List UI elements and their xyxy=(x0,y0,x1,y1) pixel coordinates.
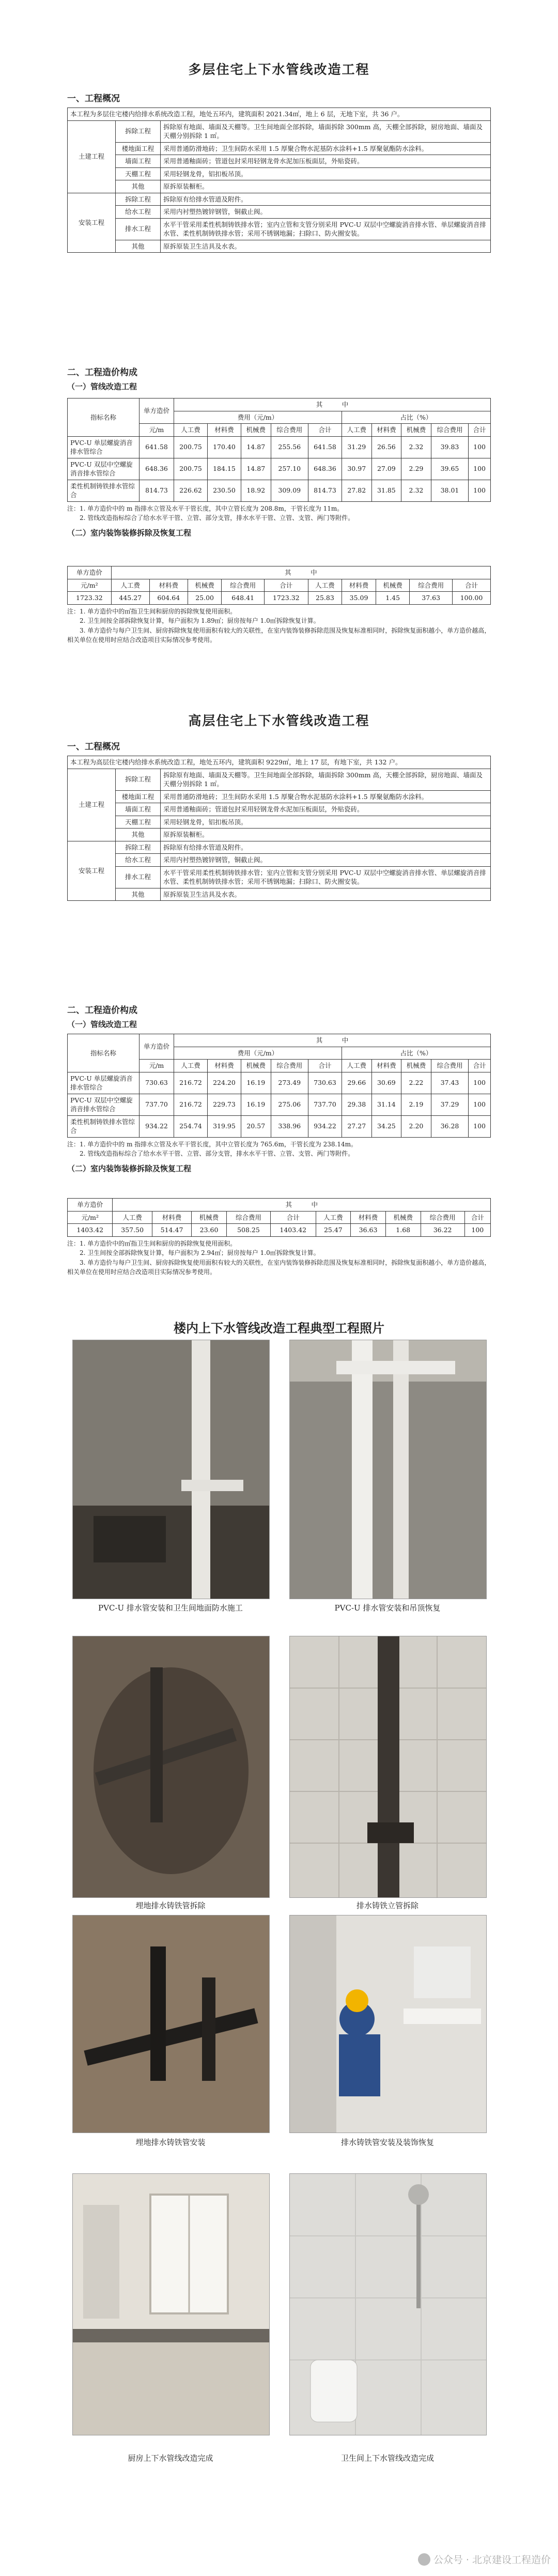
room-head-col: 综合费用 xyxy=(222,579,264,592)
pipe-head-unit-sub: 元/m xyxy=(140,424,174,437)
photo-caption: 厨房上下水管线改造完成 xyxy=(128,2454,213,2463)
photo-caption: PVC-U 排水管安装和吊顶恢复 xyxy=(334,1603,441,1613)
pipe-head-col: 材料费 xyxy=(207,1060,241,1072)
watermark-text: 公众号 · 北京建设工程造价 xyxy=(433,2554,551,2566)
table-cell: 257.10 xyxy=(271,458,308,480)
pipe-head-col: 机械费 xyxy=(401,424,431,437)
pipe-head-col: 人工费 xyxy=(174,424,208,437)
table-cell: 648.41 xyxy=(222,592,264,605)
doc2-room-subheading: （二）室内装饰装修拆除及恢复工程 xyxy=(67,1163,192,1173)
table-cell: 1403.42 xyxy=(68,1224,113,1237)
doc2-row-value: 采用普通釉面砖；管道包封采用轻钢龙骨水泥加压板面层，外贴瓷砖。 xyxy=(161,803,491,816)
room-head-unit: 单方造价 xyxy=(68,566,112,579)
doc2-row-key: 给水工程 xyxy=(116,854,161,867)
doc1-pipe-note: 2. 管线改造指标综合了给水水平干管、立管、部分支管，排水水平干管、立管、支管、两门等附件。 xyxy=(67,514,354,522)
table-cell: 648.36 xyxy=(140,458,174,480)
pipe-head-col: 综合费用 xyxy=(271,1060,308,1072)
table-cell: 737.70 xyxy=(308,1094,342,1115)
doc1-row-key: 拆除工程 xyxy=(116,120,161,142)
table-row xyxy=(68,436,491,458)
room-head-col: 机械费 xyxy=(188,579,222,592)
photo-caption: 卫生间上下水管线改造完成 xyxy=(340,2454,434,2463)
doc1-room-subheading: （二）室内装饰装修拆除及恢复工程 xyxy=(67,528,192,538)
room-head-col: 机械费 xyxy=(192,1211,227,1224)
table-cell: 30.97 xyxy=(342,458,371,480)
doc2-row-key: 拆除工程 xyxy=(116,841,161,854)
pipe-head-col: 材料费 xyxy=(371,424,401,437)
room-head-col: 合计 xyxy=(271,1211,316,1224)
table-cell: 100 xyxy=(464,1224,490,1237)
table-cell: 275.06 xyxy=(271,1094,308,1115)
table-cell: 200.75 xyxy=(174,436,208,458)
doc2-row-key: 天棚工程 xyxy=(116,816,161,829)
table-cell: 14.87 xyxy=(241,458,271,480)
photos-title: 楼内上下水管线改造工程典型工程照片 xyxy=(174,1321,384,1336)
doc1-row-key: 楼地面工程 xyxy=(116,142,161,155)
pipe-head-col: 人工费 xyxy=(342,1060,371,1072)
room-head-col: 合计 xyxy=(464,1211,490,1224)
doc2-pipe-rows xyxy=(68,1072,491,1137)
table-cell: 641.58 xyxy=(308,436,342,458)
pipe-head-col: 材料费 xyxy=(207,424,241,437)
doc1-row-key: 排水工程 xyxy=(116,218,161,240)
table-cell: 255.56 xyxy=(271,436,308,458)
photo-kitchen-complete xyxy=(72,2173,270,2435)
pipe-head-col: 综合费用 xyxy=(431,1060,468,1072)
table-cell: 36.63 xyxy=(351,1224,386,1237)
table-cell: 2.32 xyxy=(401,436,431,458)
doc1-overview-table xyxy=(67,108,491,253)
doc2-row-key: 其他 xyxy=(116,888,161,901)
pipe-head-name: 指标名称 xyxy=(68,398,140,437)
pipe-head-col: 人工费 xyxy=(174,1060,208,1072)
table-cell: 30.69 xyxy=(371,1072,401,1094)
doc2-room-note: 2. 卫生间按全部拆除恢复计算，每户面积为 2.94㎡；厨房按每户 1.0㎡拆除恢复计算。 xyxy=(67,1249,320,1257)
table-cell: 184.15 xyxy=(207,458,241,480)
photo-castiron-install-decor xyxy=(289,1915,487,2133)
table-cell: 25.47 xyxy=(316,1224,351,1237)
table-cell: 508.25 xyxy=(226,1224,270,1237)
pipe-head-col: 合计 xyxy=(308,1060,342,1072)
table-row xyxy=(68,458,491,480)
table-cell: 273.49 xyxy=(271,1072,308,1094)
room-head-col: 人工费 xyxy=(111,579,149,592)
room-head-col: 材料费 xyxy=(342,579,376,592)
doc2-row-key: 墙面工程 xyxy=(116,803,161,816)
room-head-col: 综合费用 xyxy=(410,579,452,592)
doc2-row-value: 原拆原装橱柜。 xyxy=(161,829,491,841)
doc1-pipe-table xyxy=(67,398,491,538)
table-cell: 27.27 xyxy=(342,1115,371,1137)
table-cell: 16.19 xyxy=(241,1094,271,1115)
pipe-head-col: 综合费用 xyxy=(431,424,468,437)
pipe-head-zhong: 其 中 xyxy=(174,1034,491,1047)
doc2-row-key: 排水工程 xyxy=(116,866,161,888)
doc2-pipe-subheading: （一）管线改造工程 xyxy=(67,1020,137,1029)
photo-caption: 排水铸铁管安装及装饰恢复 xyxy=(340,2138,434,2147)
table-cell: 1.45 xyxy=(376,592,410,605)
photo-castiron-removal xyxy=(72,1636,270,1898)
doc1-row-value: 采用轻钢龙骨，铝扣板吊顶。 xyxy=(161,167,491,180)
photo-castiron-install xyxy=(72,1915,270,2133)
pipe-head-col: 机械费 xyxy=(241,424,271,437)
pipe-head-col: 机械费 xyxy=(401,1060,431,1072)
doc1-pipe-subheading: （一）管线改造工程 xyxy=(67,382,137,391)
room-head-col: 材料费 xyxy=(149,579,188,592)
doc2-intro: 本工程为高层住宅楼内给排水系统改造工程，地处五环内，建筑面积 9229㎡，地上 17 层，有地下室，共 132 户。 xyxy=(68,756,491,769)
table-cell: 100.00 xyxy=(452,592,490,605)
doc1-room-row xyxy=(68,592,491,605)
room-head-unit-sub: 元/m² xyxy=(68,1211,113,1224)
doc1-intro: 本工程为多层住宅楼内给排水系统改造工程，地处五环内，建筑面积 2021.34㎡，地上 6 层，无地下室，共 36 户。 xyxy=(68,108,491,121)
table-cell: 18.92 xyxy=(241,480,271,501)
doc2-civil-label: 土建工程 xyxy=(68,769,116,841)
table-cell: 445.27 xyxy=(111,592,149,605)
doc1-room-note: 3. 单方造价与每户卫生间、厨房拆除恢复使用面积有较大的关联性，在室内装饰装修拆除范围及恢复标准相同时，拆除恢复面积越小，单方造价越高，相关单位在使用时应结合改造项目实际情况参考使用。 xyxy=(67,626,491,644)
doc1-row-value: 采用普通防滑地砖；卫生间防水采用 1.5 厚聚合物水泥基防水涂料+1.5 厚聚氨酯防水涂料。 xyxy=(161,142,491,155)
room-head-col: 机械费 xyxy=(385,1211,421,1224)
row-name: PVC-U 双层中空螺旋消音排水管综合 xyxy=(68,458,140,480)
doc1-overview-heading xyxy=(67,91,491,104)
table-cell: 2.29 xyxy=(401,458,431,480)
doc2-title-block xyxy=(67,711,491,729)
doc1-row-value: 采用内衬塑热镀锌钢管，铜截止阀。 xyxy=(161,206,491,219)
doc1-row-value: 水平干管采用柔性机制铸铁排水管；室内立管和支管分别采用 PVC-U 双层中空螺旋消音排水管、单层螺旋消音排水管、柔性机制铸铁排水管；采用不锈钢地漏；扫除口、防火圈安装。 xyxy=(161,218,491,240)
table-cell: 14.87 xyxy=(241,436,271,458)
table-cell: 35.09 xyxy=(342,592,376,605)
doc1-row-value: 拆除原有给排水管道及附件。 xyxy=(161,193,491,206)
photo-pvc-ceiling-restore xyxy=(289,1340,487,1599)
table-cell: 100 xyxy=(469,480,491,501)
doc1-row-key: 其他 xyxy=(116,180,161,193)
table-cell: 2.20 xyxy=(401,1115,431,1137)
doc1-row-value: 采用普通釉面砖；管道包封采用轻钢龙骨水泥加压板面层，外贴瓷砖。 xyxy=(161,155,491,168)
doc1-room-note: 2. 卫生间按全部拆除恢复计算，每户面积为 1.89㎡；厨房按每户 1.0㎡拆除恢复计算。 xyxy=(67,617,320,625)
table-cell: 737.70 xyxy=(140,1094,174,1115)
table-cell: 100 xyxy=(469,436,491,458)
table-cell: 216.72 xyxy=(174,1094,208,1115)
doc1-title-block xyxy=(67,59,491,78)
room-head-col: 机械费 xyxy=(376,579,410,592)
row-name: 柔性机制铸铁排水管综合 xyxy=(68,1115,140,1137)
table-cell: 39.83 xyxy=(431,436,468,458)
doc1-room-table xyxy=(67,566,491,645)
table-cell: 25.00 xyxy=(188,592,222,605)
doc2-overview-heading-text: 一、工程概况 xyxy=(67,742,120,752)
table-row xyxy=(68,480,491,501)
pipe-head-col: 材料费 xyxy=(371,1060,401,1072)
doc2-room-note: 3. 单方造价与每户卫生间、厨房拆除恢复使用面积有较大的关联性，在室内装饰装修拆除范围及恢复标准相同时，拆除恢复面积越小，单方造价越高，相关单位在使用时应结合改造项目实际情况参考使用。 xyxy=(67,1259,491,1276)
table-cell: 230.50 xyxy=(207,480,241,501)
room-head-unit-sub: 元/m² xyxy=(68,579,112,592)
photo-bathroom-complete xyxy=(289,2173,487,2435)
table-cell: 36.28 xyxy=(431,1115,468,1137)
room-head-col: 综合费用 xyxy=(226,1211,270,1224)
photo-caption: 埋地排水铸铁管拆除 xyxy=(135,1901,206,1910)
pipe-head-col: 人工费 xyxy=(342,424,371,437)
photo-caption: 埋地排水铸铁管安装 xyxy=(135,2138,206,2147)
table-cell: 31.29 xyxy=(342,436,371,458)
doc1-cost-heading-text: 二、工程造价构成 xyxy=(67,367,137,378)
doc2-room-note: 注：1. 单方造价中的㎡指卫生间和厨房的拆除恢复使用面积。 xyxy=(67,1239,237,1247)
doc2-pipe-note: 2. 管线改造指标综合了给水水平干管、立管、部分支管，排水水平干管、立管、支管、两门等附件。 xyxy=(67,1150,354,1158)
pipe-head-col: 机械费 xyxy=(241,1060,271,1072)
pipe-head-zhong: 其 中 xyxy=(174,398,491,411)
photo-caption: 排水铸铁立管拆除 xyxy=(356,1901,419,1910)
doc1-install-label: 安装工程 xyxy=(68,193,116,253)
doc2-row-value: 采用内衬塑热镀锌钢管，铜截止阀。 xyxy=(161,854,491,867)
table-cell: 20.57 xyxy=(241,1115,271,1137)
doc2-title: 高层住宅上下水管线改造工程 xyxy=(188,713,370,728)
photo-caption: PVC-U 排水管安装和卫生间地面防水施工 xyxy=(98,1603,243,1613)
doc1-title: 多层住宅上下水管线改造工程 xyxy=(188,62,370,77)
table-cell: 25.83 xyxy=(308,592,342,605)
pipe-head-fee: 费用（元/m） xyxy=(174,411,342,424)
table-cell: 37.29 xyxy=(431,1094,468,1115)
table-cell: 27.82 xyxy=(342,480,371,501)
wechat-icon xyxy=(418,2553,430,2566)
table-cell: 934.22 xyxy=(140,1115,174,1137)
row-name: PVC-U 双层中空螺旋消音排水管综合 xyxy=(68,1094,140,1115)
pipe-head-fee: 费用（元/m） xyxy=(174,1047,342,1060)
table-cell: 814.73 xyxy=(308,480,342,501)
doc2-row-value: 采用轻钢龙骨，铝扣板吊顶。 xyxy=(161,816,491,829)
doc2-row-key: 楼地面工程 xyxy=(116,790,161,803)
doc2-room-table xyxy=(67,1198,491,1277)
table-cell: 730.63 xyxy=(140,1072,174,1094)
table-cell: 100 xyxy=(469,1094,491,1115)
table-cell: 2.32 xyxy=(401,480,431,501)
doc1-row-value: 原拆原装橱柜。 xyxy=(161,180,491,193)
room-head-zhong: 其 中 xyxy=(113,1199,491,1212)
table-cell: 1723.32 xyxy=(264,592,308,605)
table-cell: 38.01 xyxy=(431,480,468,501)
table-row xyxy=(68,1072,491,1094)
table-cell: 2.19 xyxy=(401,1094,431,1115)
table-cell: 100 xyxy=(469,1115,491,1137)
doc2-install-label: 安装工程 xyxy=(68,841,116,901)
pipe-head-unit-sub: 元/m xyxy=(140,1060,174,1072)
doc1-overview-heading-text: 一、工程概况 xyxy=(67,94,120,104)
room-head-col: 合计 xyxy=(452,579,490,592)
doc1-row-key: 给水工程 xyxy=(116,206,161,219)
room-head-col: 合计 xyxy=(264,579,308,592)
doc2-overview-heading xyxy=(67,739,491,752)
photo-castiron-riser-removal xyxy=(289,1636,487,1898)
table-cell: 37.43 xyxy=(431,1072,468,1094)
table-cell: 26.56 xyxy=(371,436,401,458)
table-cell: 31.14 xyxy=(371,1094,401,1115)
doc1-row-key: 墙面工程 xyxy=(116,155,161,168)
row-name: PVC-U 单层螺旋消音排水管综合 xyxy=(68,1072,140,1094)
doc1-row-value: 原拆原装卫生洁具及水表。 xyxy=(161,240,491,253)
photos-title-block xyxy=(67,1318,491,1336)
pipe-head-pct: 占比（%） xyxy=(342,1047,490,1060)
doc2-cost-heading xyxy=(67,1003,491,1030)
photo-bathroom-pvc-install xyxy=(72,1340,270,1599)
table-cell: 1403.42 xyxy=(271,1224,316,1237)
table-cell: 2.22 xyxy=(401,1072,431,1094)
doc1-cost-heading xyxy=(67,365,491,392)
table-cell: 226.62 xyxy=(174,480,208,501)
table-cell: 29.38 xyxy=(342,1094,371,1115)
doc1-row-value: 拆除原有地面、墙面及天棚等。卫生间地面全部拆除，墙面拆除 300mm 高，天棚全部拆除，厨房地面、墙面及天棚分别拆除 1 ㎡。 xyxy=(161,120,491,142)
table-cell: 34.25 xyxy=(371,1115,401,1137)
doc2-row-value: 采用普通防滑地砖；卫生间防水采用 1.5 厚聚合物水泥基防水涂料+1.5 厚聚氨酯防水涂料。 xyxy=(161,790,491,803)
doc2-row-key: 其他 xyxy=(116,829,161,841)
table-cell: 648.36 xyxy=(308,458,342,480)
table-cell: 170.40 xyxy=(207,436,241,458)
table-cell: 357.50 xyxy=(113,1224,152,1237)
watermark xyxy=(418,2552,551,2566)
doc1-pipe-rows xyxy=(68,436,491,501)
doc2-room-row xyxy=(68,1224,491,1237)
pipe-head-col: 综合费用 xyxy=(271,424,308,437)
table-cell: 514.47 xyxy=(152,1224,191,1237)
table-cell: 29.66 xyxy=(342,1072,371,1094)
table-cell: 37.63 xyxy=(410,592,452,605)
table-cell: 16.19 xyxy=(241,1072,271,1094)
table-cell: 36.22 xyxy=(421,1224,464,1237)
table-cell: 641.58 xyxy=(140,436,174,458)
doc2-row-value: 拆除原有给排水管道及附件。 xyxy=(161,841,491,854)
pipe-head-col: 合计 xyxy=(469,424,491,437)
table-cell: 100 xyxy=(469,1072,491,1094)
room-head-col: 材料费 xyxy=(351,1211,386,1224)
doc2-pipe-table xyxy=(67,1034,491,1174)
room-head-unit: 单方造价 xyxy=(68,1199,113,1212)
doc1-row-key: 其他 xyxy=(116,240,161,253)
doc2-row-value: 水平干管采用柔性机制铸铁排水管；室内立管和支管分别采用 PVC-U 双层中空螺旋消音排水管、单层螺旋消音排水管、柔性机制铸铁排水管；采用不锈钢地漏；扫除口、防火圈安装。 xyxy=(161,866,491,888)
room-head-col: 材料费 xyxy=(152,1211,191,1224)
row-name: 柔性机制铸铁排水管综合 xyxy=(68,480,140,501)
table-cell: 216.72 xyxy=(174,1072,208,1094)
doc1-civil-label: 土建工程 xyxy=(68,120,116,193)
doc1-pipe-note: 注：1. 单方造价中的 m 指排水立管及水平干管长度，其中立管长度为 208.8m，干管长度为 11m。 xyxy=(67,504,344,512)
doc2-pipe-note: 注：1. 单方造价中的 m 指排水立管及水平干管长度，其中立管长度为 765.6m，干管长度为 238.14m。 xyxy=(67,1140,358,1148)
pipe-head-pct: 占比（%） xyxy=(342,411,490,424)
room-head-zhong: 其 中 xyxy=(111,566,490,579)
doc2-cost-heading-text: 二、工程造价构成 xyxy=(67,1005,137,1016)
pipe-head-unit: 单方造价 xyxy=(140,1034,174,1060)
table-cell: 604.64 xyxy=(149,592,188,605)
table-row xyxy=(68,1115,491,1137)
table-cell: 309.09 xyxy=(271,480,308,501)
table-cell: 23.60 xyxy=(192,1224,227,1237)
table-cell: 338.96 xyxy=(271,1115,308,1137)
table-cell: 1723.32 xyxy=(68,592,112,605)
room-head-col: 人工费 xyxy=(316,1211,351,1224)
doc2-overview-table xyxy=(67,756,491,901)
room-head-col: 综合费用 xyxy=(421,1211,464,1224)
doc1-row-key: 拆除工程 xyxy=(116,193,161,206)
table-cell: 224.20 xyxy=(207,1072,241,1094)
pipe-head-col: 合计 xyxy=(469,1060,491,1072)
pipe-head-unit: 单方造价 xyxy=(140,398,174,424)
table-cell: 31.85 xyxy=(371,480,401,501)
pipe-head-col: 合计 xyxy=(308,424,342,437)
table-cell: 319.95 xyxy=(207,1115,241,1137)
table-cell: 254.74 xyxy=(174,1115,208,1137)
table-cell: 27.09 xyxy=(371,458,401,480)
table-cell: 814.73 xyxy=(140,480,174,501)
doc2-row-value: 原拆原装卫生洁具及水表。 xyxy=(161,888,491,901)
table-cell: 100 xyxy=(469,458,491,480)
table-cell: 730.63 xyxy=(308,1072,342,1094)
doc2-row-value: 拆除原有地面、墙面及天棚等。卫生间地面全部拆除，墙面拆除 300mm 高，天棚全部拆除，厨房地面、墙面及天棚分别拆除 1 ㎡。 xyxy=(161,769,491,790)
table-cell: 934.22 xyxy=(308,1115,342,1137)
table-cell: 1.68 xyxy=(385,1224,421,1237)
table-cell: 229.73 xyxy=(207,1094,241,1115)
row-name: PVC-U 单层螺旋消音排水管综合 xyxy=(68,436,140,458)
table-cell: 200.75 xyxy=(174,458,208,480)
room-head-col: 人工费 xyxy=(113,1211,152,1224)
table-cell: 39.65 xyxy=(431,458,468,480)
doc1-row-key: 天棚工程 xyxy=(116,167,161,180)
table-row xyxy=(68,1094,491,1115)
doc2-row-key: 拆除工程 xyxy=(116,769,161,790)
doc1-room-note: 注：1. 单方造价中的㎡指卫生间和厨房的拆除恢复使用面积。 xyxy=(67,607,237,615)
room-head-col: 人工费 xyxy=(308,579,342,592)
pipe-head-name: 指标名称 xyxy=(68,1034,140,1072)
